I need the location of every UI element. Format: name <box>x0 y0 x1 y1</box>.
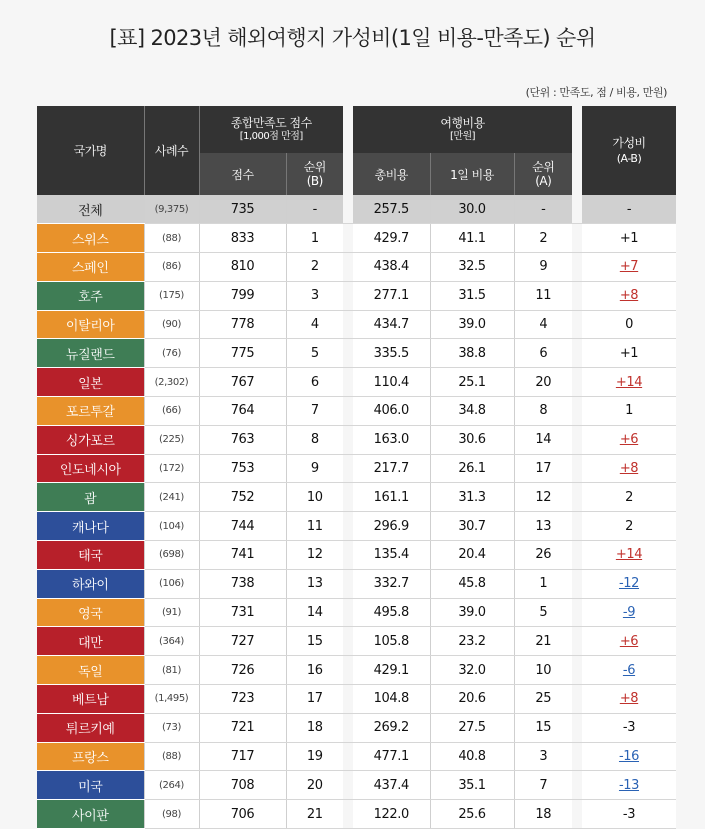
total-cost-cell: 257.5 <box>353 195 430 224</box>
daily-cost-cell: 41.1 <box>430 224 514 253</box>
column-gap <box>572 598 582 627</box>
country-cell: 괌 <box>37 483 144 512</box>
daily-cost-cell: 30.7 <box>430 512 514 541</box>
rank-b-cell: 13 <box>286 569 343 598</box>
rank-b-cell: 18 <box>286 713 343 742</box>
cases-cell: (73) <box>144 713 199 742</box>
rank-b-cell: 12 <box>286 541 343 570</box>
total-cost-cell: 105.8 <box>353 627 430 656</box>
header-rank-b-sub: (B) <box>306 174 323 188</box>
value-label: -13 <box>618 777 640 793</box>
column-gap <box>343 339 353 368</box>
value-cell <box>582 454 676 483</box>
table-row <box>37 627 676 656</box>
value-label: -9 <box>622 605 636 621</box>
value-cell: -3 <box>582 713 676 742</box>
cases-cell: (66) <box>144 397 199 426</box>
daily-cost-cell: 32.5 <box>430 253 514 282</box>
table-row <box>37 541 676 570</box>
total-cost-cell: 122.0 <box>353 800 430 829</box>
cases-cell: (81) <box>144 656 199 685</box>
rank-a-cell: 3 <box>514 742 572 771</box>
daily-cost-cell: 32.0 <box>430 656 514 685</box>
column-gap <box>343 569 353 598</box>
cases-cell: (2,302) <box>144 368 199 397</box>
table-row <box>37 771 676 800</box>
rank-b-cell: 7 <box>286 397 343 426</box>
column-gap <box>572 627 582 656</box>
country-cell: 베트남 <box>37 685 144 714</box>
table-row <box>37 742 676 771</box>
value-cell: 2 <box>582 512 676 541</box>
daily-cost-cell: 39.0 <box>430 310 514 339</box>
rank-a-cell: 18 <box>514 800 572 829</box>
table-row <box>37 397 676 426</box>
daily-cost-cell: 39.0 <box>430 598 514 627</box>
rank-b-cell: 3 <box>286 281 343 310</box>
rank-a-cell: 20 <box>514 368 572 397</box>
rank-b-cell: 16 <box>286 656 343 685</box>
value-cell <box>582 569 676 598</box>
column-gap <box>343 656 353 685</box>
column-gap <box>343 224 353 253</box>
cases-cell: (91) <box>144 598 199 627</box>
daily-cost-cell: 20.6 <box>430 685 514 714</box>
table-row <box>37 281 676 310</box>
country-cell: 이탈리아 <box>37 310 144 339</box>
daily-cost-cell: 27.5 <box>430 713 514 742</box>
total-cost-cell: 217.7 <box>353 454 430 483</box>
rank-b-cell: 8 <box>286 425 343 454</box>
header-satisfaction-title: 종합만족도 점수 <box>230 115 312 130</box>
value-cell <box>582 541 676 570</box>
country-cell: 포르투갈 <box>37 397 144 426</box>
rank-b-cell: 20 <box>286 771 343 800</box>
column-gap <box>572 310 582 339</box>
total-cost-cell: 163.0 <box>353 425 430 454</box>
value-label: -16 <box>618 749 640 765</box>
score-cell: 735 <box>199 195 286 224</box>
header-rank-b <box>286 153 343 195</box>
country-cell: 캐나다 <box>37 512 144 541</box>
cases-cell: (225) <box>144 425 199 454</box>
rank-a-cell: 7 <box>514 771 572 800</box>
total-cost-cell: 429.1 <box>353 656 430 685</box>
score-cell: 833 <box>199 224 286 253</box>
value-cell <box>582 656 676 685</box>
header-total-cost: 총비용 <box>353 153 430 195</box>
daily-cost-cell: 25.1 <box>430 368 514 397</box>
value-cell <box>582 425 676 454</box>
total-cost-cell: 135.4 <box>353 541 430 570</box>
country-cell: 사이판 <box>37 800 144 829</box>
score-cell: 767 <box>199 368 286 397</box>
country-cell: 뉴질랜드 <box>37 339 144 368</box>
score-cell: 775 <box>199 339 286 368</box>
table-row <box>37 224 676 253</box>
value-label: -6 <box>622 662 636 678</box>
value-cell: 1 <box>582 397 676 426</box>
total-row <box>37 195 676 224</box>
value-cell: 0 <box>582 310 676 339</box>
cases-cell: (9,375) <box>144 195 199 224</box>
score-cell: 810 <box>199 253 286 282</box>
score-cell: 723 <box>199 685 286 714</box>
score-cell: 799 <box>199 281 286 310</box>
column-gap <box>572 195 582 224</box>
rank-a-cell: 17 <box>514 454 572 483</box>
table-row <box>37 454 676 483</box>
country-cell: 호주 <box>37 281 144 310</box>
rank-a-cell: 26 <box>514 541 572 570</box>
table-row <box>37 713 676 742</box>
daily-cost-cell: 30.0 <box>430 195 514 224</box>
header-rank-a <box>514 153 572 195</box>
table-row <box>37 339 676 368</box>
column-gap <box>572 541 582 570</box>
country-cell: 영국 <box>37 598 144 627</box>
country-cell: 일본 <box>37 368 144 397</box>
column-gap <box>572 771 582 800</box>
table-row <box>37 656 676 685</box>
value-cell: -3 <box>582 800 676 829</box>
column-gap <box>343 106 353 195</box>
cases-cell: (88) <box>144 742 199 771</box>
column-gap <box>343 425 353 454</box>
score-cell: 741 <box>199 541 286 570</box>
country-cell: 전체 <box>37 195 144 224</box>
country-cell: 튀르키예 <box>37 713 144 742</box>
country-cell: 미국 <box>37 771 144 800</box>
value-cell: 2 <box>582 483 676 512</box>
score-cell: 764 <box>199 397 286 426</box>
total-cost-cell: 429.7 <box>353 224 430 253</box>
rank-b-cell: 1 <box>286 224 343 253</box>
column-gap <box>572 368 582 397</box>
total-cost-cell: 406.0 <box>353 397 430 426</box>
total-cost-cell: 495.8 <box>353 598 430 627</box>
rank-b-cell: - <box>286 195 343 224</box>
value-label: +14 <box>615 374 643 390</box>
header-country: 국가명 <box>37 106 144 195</box>
country-cell: 태국 <box>37 541 144 570</box>
header-cost <box>353 106 572 153</box>
cases-cell: (241) <box>144 483 199 512</box>
total-cost-cell: 477.1 <box>353 742 430 771</box>
value-cell: - <box>582 195 676 224</box>
cases-cell: (264) <box>144 771 199 800</box>
country-cell: 싱가포르 <box>37 425 144 454</box>
cases-cell: (1,495) <box>144 685 199 714</box>
rank-a-cell: 14 <box>514 425 572 454</box>
daily-cost-cell: 31.5 <box>430 281 514 310</box>
header-rank-b-title: 순위 <box>303 160 326 174</box>
column-gap <box>343 253 353 282</box>
column-gap <box>343 800 353 829</box>
column-gap <box>343 742 353 771</box>
rank-b-cell: 17 <box>286 685 343 714</box>
score-cell: 721 <box>199 713 286 742</box>
column-gap <box>572 742 582 771</box>
table-row <box>37 598 676 627</box>
column-gap <box>343 598 353 627</box>
value-cell <box>582 253 676 282</box>
total-cost-cell: 438.4 <box>353 253 430 282</box>
column-gap <box>572 253 582 282</box>
rank-a-cell: - <box>514 195 572 224</box>
score-cell: 706 <box>199 800 286 829</box>
total-cost-cell: 269.2 <box>353 713 430 742</box>
value-label: -12 <box>618 576 640 592</box>
score-cell: 753 <box>199 454 286 483</box>
score-cell: 708 <box>199 771 286 800</box>
rank-a-cell: 25 <box>514 685 572 714</box>
cases-cell: (364) <box>144 627 199 656</box>
total-cost-cell: 335.5 <box>353 339 430 368</box>
value-label: +8 <box>619 461 639 477</box>
table-row <box>37 425 676 454</box>
header-cases: 사례수 <box>144 106 199 195</box>
column-gap <box>343 281 353 310</box>
column-gap <box>343 627 353 656</box>
column-gap <box>572 483 582 512</box>
rank-a-cell: 15 <box>514 713 572 742</box>
table-row <box>37 483 676 512</box>
cases-cell: (88) <box>144 224 199 253</box>
rank-a-cell: 8 <box>514 397 572 426</box>
value-label: +6 <box>619 432 639 448</box>
column-gap <box>572 425 582 454</box>
header-rank-a-sub: (A) <box>535 174 552 188</box>
country-cell: 프랑스 <box>37 742 144 771</box>
total-cost-cell: 332.7 <box>353 569 430 598</box>
cases-cell: (175) <box>144 281 199 310</box>
daily-cost-cell: 38.8 <box>430 339 514 368</box>
header-value-title: 가성비 <box>612 135 646 150</box>
country-cell: 스페인 <box>37 253 144 282</box>
column-gap <box>343 454 353 483</box>
column-gap <box>572 339 582 368</box>
score-cell: 731 <box>199 598 286 627</box>
value-label: +7 <box>619 259 639 275</box>
cases-cell: (98) <box>144 800 199 829</box>
score-cell: 717 <box>199 742 286 771</box>
daily-cost-cell: 34.8 <box>430 397 514 426</box>
column-gap <box>343 713 353 742</box>
table-title: [표] 2023년 해외여행지 가성비(1일 비용-만족도) 순위 <box>109 26 596 50</box>
column-gap <box>343 483 353 512</box>
column-gap <box>343 541 353 570</box>
value-label: +14 <box>615 547 643 563</box>
cases-cell: (104) <box>144 512 199 541</box>
value-cell: +1 <box>582 224 676 253</box>
total-cost-cell: 296.9 <box>353 512 430 541</box>
table-row <box>37 368 676 397</box>
value-label: +8 <box>619 288 639 304</box>
column-gap <box>572 397 582 426</box>
cases-cell: (698) <box>144 541 199 570</box>
rank-b-cell: 14 <box>286 598 343 627</box>
daily-cost-cell: 30.6 <box>430 425 514 454</box>
rank-a-cell: 4 <box>514 310 572 339</box>
rank-b-cell: 5 <box>286 339 343 368</box>
header-value <box>582 106 676 195</box>
rank-a-cell: 5 <box>514 598 572 627</box>
rank-b-cell: 10 <box>286 483 343 512</box>
daily-cost-cell: 45.8 <box>430 569 514 598</box>
header-rank-a-title: 순위 <box>532 160 555 174</box>
daily-cost-cell: 20.4 <box>430 541 514 570</box>
unit-note: (단위 : 만족도, 점 / 비용, 만원) <box>525 86 667 99</box>
cases-cell: (172) <box>144 454 199 483</box>
value-cell <box>582 368 676 397</box>
cases-cell: (106) <box>144 569 199 598</box>
daily-cost-cell: 26.1 <box>430 454 514 483</box>
table-row <box>37 685 676 714</box>
value-ranking-table <box>37 106 676 829</box>
column-gap <box>343 397 353 426</box>
daily-cost-cell: 35.1 <box>430 771 514 800</box>
rank-b-cell: 6 <box>286 368 343 397</box>
value-cell <box>582 281 676 310</box>
header-cost-sub: [만원] <box>449 130 476 142</box>
value-cell <box>582 598 676 627</box>
rank-a-cell: 2 <box>514 224 572 253</box>
rank-b-cell: 4 <box>286 310 343 339</box>
column-gap <box>572 569 582 598</box>
table-body <box>37 195 676 829</box>
column-gap <box>343 512 353 541</box>
column-gap <box>572 512 582 541</box>
table-row <box>37 310 676 339</box>
rank-a-cell: 1 <box>514 569 572 598</box>
rank-b-cell: 9 <box>286 454 343 483</box>
column-gap <box>343 195 353 224</box>
daily-cost-cell: 25.6 <box>430 800 514 829</box>
rank-b-cell: 15 <box>286 627 343 656</box>
column-gap <box>572 106 582 195</box>
value-label: +8 <box>619 691 639 707</box>
table-row <box>37 512 676 541</box>
column-gap <box>343 310 353 339</box>
column-gap <box>572 656 582 685</box>
total-cost-cell: 161.1 <box>353 483 430 512</box>
daily-cost-cell: 40.8 <box>430 742 514 771</box>
country-cell: 스위스 <box>37 224 144 253</box>
header-satisfaction <box>199 106 343 153</box>
daily-cost-cell: 23.2 <box>430 627 514 656</box>
column-gap <box>572 800 582 829</box>
header-daily-cost: 1일 비용 <box>430 153 514 195</box>
table-row <box>37 569 676 598</box>
column-gap <box>343 771 353 800</box>
score-cell: 752 <box>199 483 286 512</box>
daily-cost-cell: 31.3 <box>430 483 514 512</box>
header-cost-title: 여행비용 <box>440 115 485 130</box>
column-gap <box>572 224 582 253</box>
header-score: 점수 <box>199 153 286 195</box>
score-cell: 778 <box>199 310 286 339</box>
rank-b-cell: 19 <box>286 742 343 771</box>
table-row <box>37 253 676 282</box>
rank-b-cell: 11 <box>286 512 343 541</box>
total-cost-cell: 110.4 <box>353 368 430 397</box>
value-label: +6 <box>619 633 639 649</box>
total-cost-cell: 437.4 <box>353 771 430 800</box>
country-cell: 독일 <box>37 656 144 685</box>
rank-b-cell: 21 <box>286 800 343 829</box>
rank-a-cell: 13 <box>514 512 572 541</box>
country-cell: 하와이 <box>37 569 144 598</box>
total-cost-cell: 104.8 <box>353 685 430 714</box>
rank-a-cell: 12 <box>514 483 572 512</box>
column-gap <box>343 368 353 397</box>
column-gap <box>572 685 582 714</box>
value-cell <box>582 771 676 800</box>
value-cell <box>582 742 676 771</box>
score-cell: 738 <box>199 569 286 598</box>
value-cell <box>582 685 676 714</box>
column-gap <box>572 281 582 310</box>
value-cell <box>582 627 676 656</box>
column-gap <box>343 685 353 714</box>
column-gap <box>572 713 582 742</box>
country-cell: 인도네시아 <box>37 454 144 483</box>
cases-cell: (90) <box>144 310 199 339</box>
table-row <box>37 800 676 829</box>
rank-b-cell: 2 <box>286 253 343 282</box>
country-cell: 대만 <box>37 627 144 656</box>
rank-a-cell: 10 <box>514 656 572 685</box>
cases-cell: (86) <box>144 253 199 282</box>
rank-a-cell: 6 <box>514 339 572 368</box>
header-satisfaction-sub: [1,000점 만점] <box>239 130 303 142</box>
cases-cell: (76) <box>144 339 199 368</box>
column-gap <box>572 454 582 483</box>
score-cell: 763 <box>199 425 286 454</box>
total-cost-cell: 434.7 <box>353 310 430 339</box>
score-cell: 727 <box>199 627 286 656</box>
total-cost-cell: 277.1 <box>353 281 430 310</box>
rank-a-cell: 11 <box>514 281 572 310</box>
score-cell: 726 <box>199 656 286 685</box>
header-value-sub: (A-B) <box>616 151 642 165</box>
score-cell: 744 <box>199 512 286 541</box>
value-cell: +1 <box>582 339 676 368</box>
rank-a-cell: 21 <box>514 627 572 656</box>
rank-a-cell: 9 <box>514 253 572 282</box>
